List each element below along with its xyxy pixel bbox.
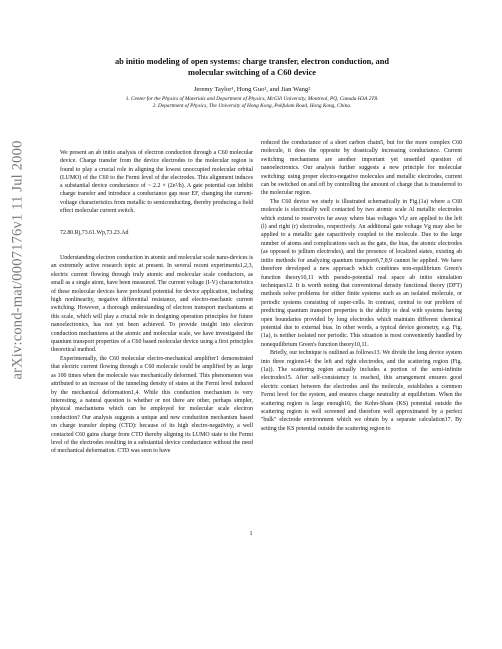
arxiv-identifier: arXiv:cond-mat/0007176v1 11 Jul 2000	[9, 140, 26, 380]
arxiv-sidebar	[7, 140, 29, 380]
affiliations	[40, 96, 464, 112]
body-paragraph: Understanding electron conduction in atomic and molecular scale nano-devices is an extremely active research topic at present. In several recent experiments1,2,3, electric current flowing through truly atomic and molecular scale conductors, as small as a single atom, have been measured. The current voltage (I-V) characteristics of these molecular devices have profound potential for device application, including high nonlinearity, negative differential resistance, and electro-mechanic current switching. However, a thorough understanding of electron transport mechanisms at this scale, which will play a crucial role in designing operation principles for future nanoelectronics, has not yet been achieved. To provide insight into electron conduction mechanisms at the atomic and molecular scale, we have investigated the quantum transport properties of a C60 based molecular device using a first principles theoretical method.	[51, 255, 253, 354]
affiliation-1: 1. Center for the Physics of Materials and Department of Physics, McGill University, Montreal, PQ, Canada H3A 2T8.	[125, 95, 379, 102]
body-paragraph: Briefly, our technique is outlined as follows13. We divide the long device system into three regions14: the left and right electrodes, and the scattering region (Fig.(1a)). The scattering region actually includes a portion of the semi-infinite electrodes15. After self-consistency is reached, this arrangement ensures good electric contact between the electrodes and the molecule, establishes a common Fermi level for the system, and ensures charge neutrality at equilibrium. When the scattering region is large enough16, the Kohn-Sham (KS) potential outside the scattering region is well screened and therefore well approximated by a perfect "bulk" electrode environment which we obtain by a separate calculation17. By setting the KS potential outside the scattering region to	[261, 350, 462, 432]
right-column	[261, 139, 462, 433]
paper-title	[60, 56, 444, 78]
body-paragraph: reduced the conductance of a short carbon chain5, but for the more complex C60 molecule, it does the opposite by drastically increasing conductance. Current switching mechanisms are another important yet unsettled question of nanoelectronics. Our analysis further suggests a new principle for molecular switching: using proper electro-negative molecules and metallic electrodes, current can be switched on and off by controlling the amount of charge that is transferred to the molecular region.	[261, 140, 462, 197]
page-number: 1	[249, 531, 253, 537]
affiliation-2: 2. Department of Physics, The University of Hong Kong, Pokfulam Road, Hong Kong, China.	[152, 103, 352, 110]
body-paragraph: Experimentally, the C60 molecular electro-mechanical amplifier1 demonstrated that electric current flowing through a C60 molecule could be amplified by as large as 100 times when the molecule was mechanically deformed. This phenomenon was attributed to an increase of the tunneling density of states at the Fermi level induced by the mechanical deformation1,4. While this conduction mechanism is very interesting, a natural question is whether or not there are other, perhaps simpler, physical mechanisms which can be employed for molecular scale electron conduction? Our analysis suggests a unique and new conduction mechanism based on charge transfer doping (CTD): because of its high electro-negativity, a well contacted C60 gains charge from CTD thereby aligning its LUMO state to the Fermi level of the electrodes resulting in a substantial device conductance without the need of mechanical deformation. CTD was seen to have	[51, 355, 253, 455]
body-paragraph: The C60 device we study is illustrated schematically in Fig.(1a) where a C60 molecule is electrically well contacted by two atomic scale Al metallic electrodes which extend to reservoirs far away where bias voltages Vl,r are applied to the left (l) and right (r) electrodes, respectively. An additional gate voltage Vg may also be applied to a metallic gate capacitively coupled to the molecule. Due to the large number of atoms and complications such as the gate, the bias, the atomic electrodes (as opposed to jellium electrodes), and the presence of localized states, existing ab initio methods for analyzing quantum transport6,7,8,9 cannot be applied. We have therefore developed a new approach which combines non-equilibrium Green's function theory10,11 with pseudo-potential real space ab initio simulation techniques12. It is worth noting that conventional density functional theory (DFT) methods solve problems for either finite systems such as an isolated molecule, or periodic systems consisting of super-cells. In contrast, central to our problem of predicting quantum transport properties is the ability to deal with systems having open boundaries provided by long electrodes which maintain different chemical potential due to external bias. In other words, a typical device geometry, e.g. Fig.(1a), is neither isolated nor periodic. This situation is most conveniently handled by nonequilibrium Green's function theory10,11.	[261, 198, 462, 348]
title-line-1: ab initio modeling of open systems: charge transfer, electron conduction, and	[114, 57, 390, 66]
pacs-numbers: 72.80.Rj,73.61.Wp,73.23.Ad	[60, 230, 129, 236]
title-line-2: molecular switching of a C60 device	[187, 68, 316, 77]
left-column	[51, 254, 253, 456]
author-list: Jeremy Taylor¹, Hong Guo¹, and Jian Wang²	[193, 86, 311, 93]
abstract: We present an ab initio analysis of electron conduction through a C60 molecular device. Charge transfer from the device electrodes to the molecular region is found to play a crucial role in aligning the lowest unoccupied molecular orbital (LUMO) of the C60 to the Fermi level of the electrodes. This alignment induces a substantial device conductance of ~ 2.2 × (2e²/h). A gate potential can inhibit charge transfer and introduce a conductance gap near EF, changing the current-voltage characteristics from metallic to semiconducting, thereby producing a field effect molecular current switch.	[60, 150, 254, 215]
